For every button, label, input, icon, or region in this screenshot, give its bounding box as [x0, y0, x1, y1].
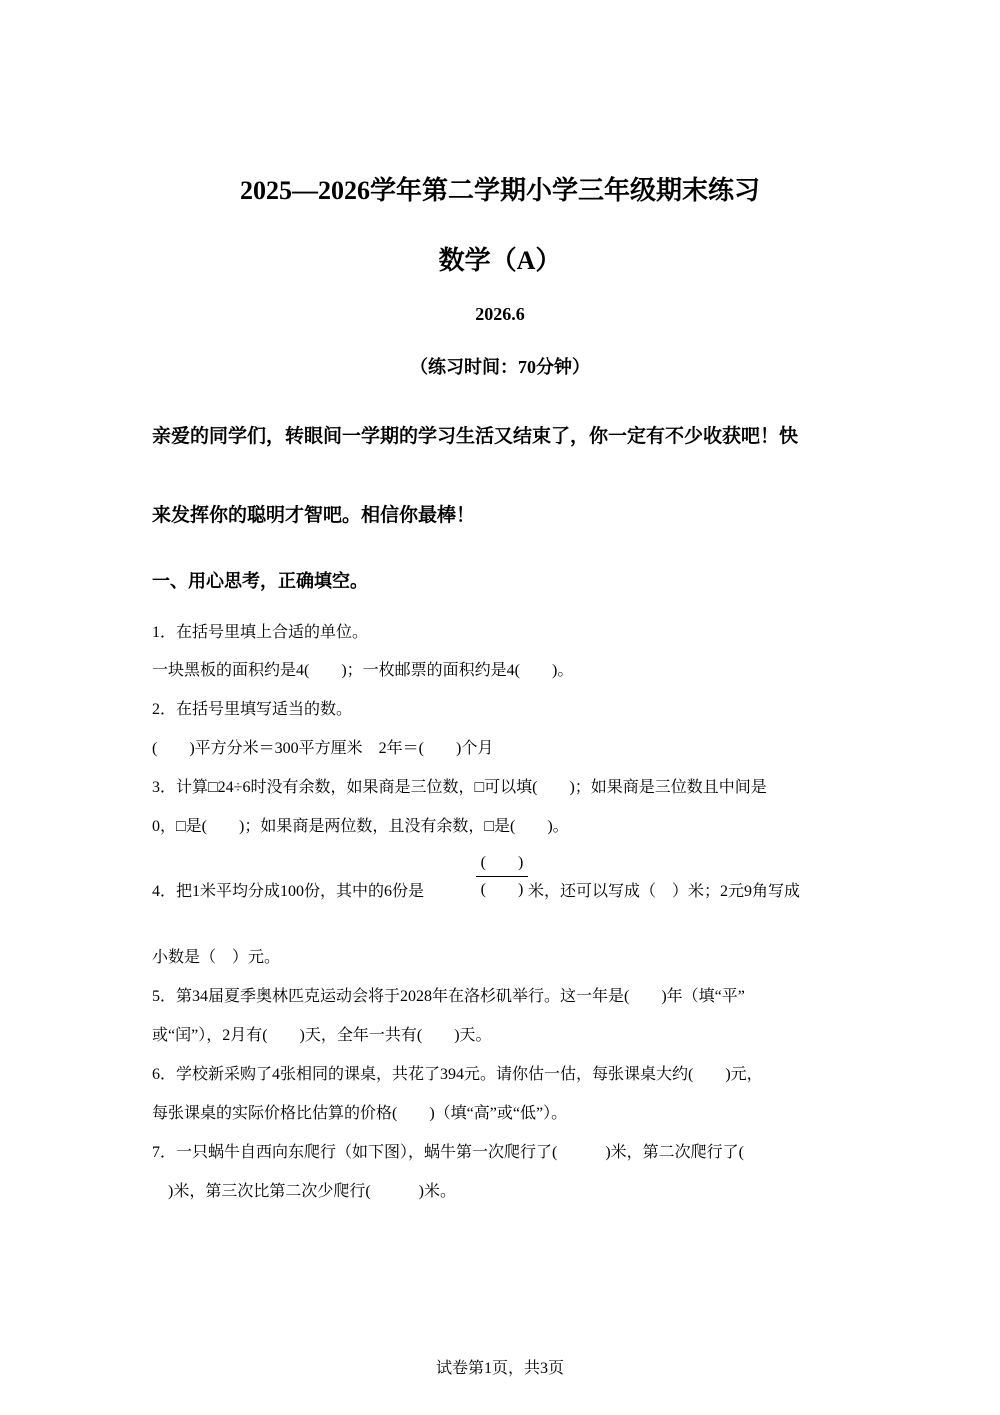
section-heading: 一、用心思考，正确填空。 [152, 571, 368, 591]
fraction-bar [476, 876, 528, 877]
question-2-prompt: 2．在括号里填写适当的数。 [152, 701, 353, 718]
question-3-line-2: 0，□是( )；如果商是两位数，且没有余数，□是( )。 [152, 818, 569, 835]
intro-line-1: 亲爱的同学们，转眼间一学期的学习生活又结束了，你一定有不少收获吧！快 [152, 426, 799, 447]
exam-time-note: （练习时间：70分钟） [410, 357, 590, 377]
question-3-line-1: 3．计算□24÷6时没有余数，如果商是三位数，□可以填( )；如果商是三位数且中间是 [152, 779, 767, 796]
question-6-line-1: 6．学校新采购了4张相同的课桌，共花了394元。请你估一估，每张课桌大约( )元， [152, 1066, 763, 1083]
question-4-line-2: 小数是（ ）元。 [152, 949, 281, 966]
exam-subject: 数学（A） [438, 246, 562, 275]
question-7-line-1: 7．一只蜗牛自西向东爬行（如下图），蜗牛第一次爬行了( )米，第二次爬行了( [152, 1144, 744, 1161]
intro-line-2: 来发挥你的聪明才智吧。相信你最棒！ [152, 505, 476, 526]
question-4-before-fraction: 4．把1米平均分成100份，其中的6份是 [152, 883, 425, 900]
question-2-body: ( )平方分米＝300平方厘米 2年＝( )个月 [152, 740, 494, 757]
question-1-prompt: 1．在括号里填上合适的单位。 [152, 624, 369, 641]
page-footer: 试卷第1页，共3页 [435, 1360, 564, 1377]
fraction-denominator: ( ) [480, 881, 524, 898]
question-1-body: 一块黑板的面积约是4( )；一枚邮票的面积约是4( )。 [152, 662, 574, 679]
question-4-after-fraction: 米，还可以写成（ ）米；2元9角写成 [528, 883, 801, 900]
question-7-line-2: )米，第三次比第二次少爬行( )米。 [152, 1183, 456, 1200]
question-6-line-2: 每张课桌的实际价格比估算的价格( )（填“高”或“低”）。 [152, 1105, 568, 1122]
question-5-line-2: 或“闰”），2月有( )天，全年一共有( )天。 [152, 1027, 492, 1044]
question-4-fraction [476, 852, 528, 901]
exam-date: 2026.6 [475, 304, 525, 324]
fraction-numerator: ( ) [480, 854, 524, 871]
question-5-line-1: 5．第34届夏季奥林匹克运动会将于2028年在洛杉矶举行。这一年是( )年（填“平” [152, 988, 745, 1005]
exam-title: 2025—2026学年第二学期小学三年级期末练习 [239, 176, 760, 205]
